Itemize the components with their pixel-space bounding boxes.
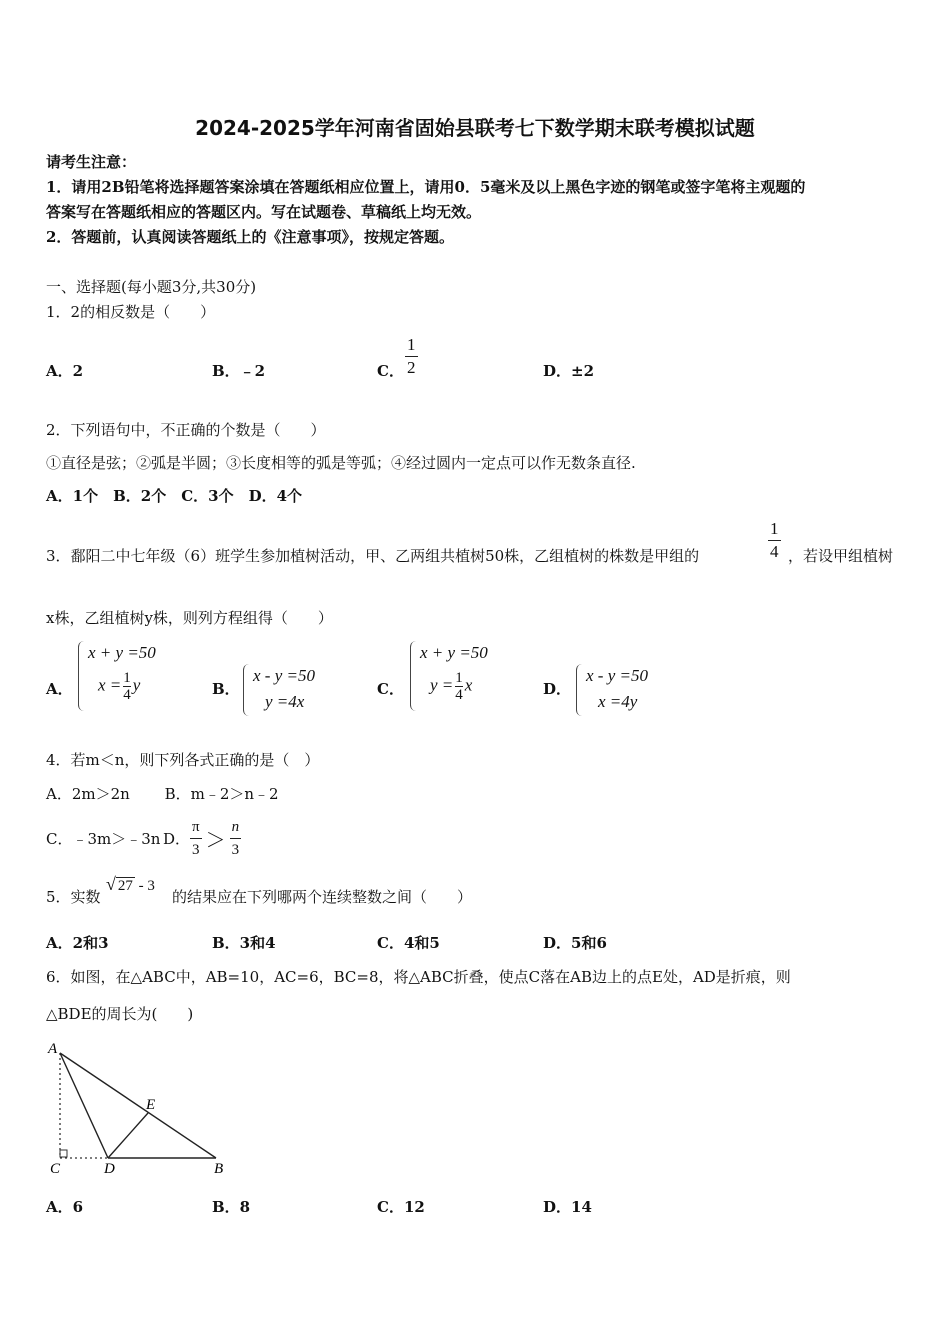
q5-option-a[interactable]: A．2和3 (46, 934, 109, 952)
q3-stem-2: x株，乙组植树y株，则列方程组得（ ） (46, 609, 333, 627)
q3-option-b[interactable]: B． (212, 680, 240, 698)
q4-d-left-den: 3 (192, 842, 200, 858)
q1-option-d[interactable]: D．±2 (543, 362, 595, 380)
q3-fraction (768, 520, 781, 561)
q6-option-b[interactable]: B．8 (212, 1198, 251, 1216)
q4-option-c[interactable]: C．﹣3m＞﹣3n (46, 830, 161, 848)
q6-stem-2: △BDE的周长为( ) (46, 1005, 194, 1023)
q5-option-b[interactable]: B．3和4 (212, 934, 276, 952)
q3-c-eq2-pre: y = (430, 675, 454, 695)
q3-option-a[interactable]: A． (46, 680, 73, 698)
notice-line-1b: 答案写在答题纸相应的答题区内。写在试题卷、草稿纸上均无效。 (46, 203, 482, 221)
q1-option-c-fraction (405, 336, 418, 377)
q5-minus: - 3 (138, 878, 155, 894)
segment-de (108, 1113, 148, 1158)
q4-d-right-den: 3 (231, 842, 240, 858)
q2-stem: 2．下列语句中，不正确的个数是（ ） (46, 421, 326, 439)
q3-a-system (78, 641, 188, 717)
q1-option-c[interactable]: C． (377, 362, 404, 380)
q2-text: ①直径是弦；②弧是半圆；③长度相等的弧是等弧；④经过圆内一定点可以作无数条直径. (46, 454, 636, 472)
q5-radical: √ 27 - 3 (106, 874, 155, 894)
q5-option-c[interactable]: C．4和5 (377, 934, 440, 952)
label-c: C (50, 1161, 61, 1177)
section-heading: 一、选择题(每小题3分,共30分) (46, 278, 257, 296)
q3-frac-num: 1 (770, 519, 779, 538)
q3-option-d[interactable]: D． (543, 680, 572, 698)
q3-frac-den: 4 (770, 542, 779, 561)
q3-c-eq2-post: x (464, 675, 473, 695)
q4-stem: 4．若m＜n，则下列各式正确的是（ ） (46, 751, 320, 769)
q3-c-eq2: y = $\frac{1}{4}$ x (430, 670, 473, 703)
q1-stem: 1．2的相反数是（ ） (46, 303, 216, 321)
q3-a-eq1: x + y =50 (88, 643, 156, 662)
q3-b-eq2: y =4x (265, 692, 305, 711)
q3-d-eq1: x - y =50 (586, 666, 648, 685)
q3-c-eq1: x + y =50 (420, 643, 488, 662)
q3-b-system (243, 664, 353, 718)
q6-option-c[interactable]: C．12 (377, 1198, 425, 1216)
label-a: A (48, 1041, 58, 1057)
label-e: E (146, 1097, 156, 1113)
notice-heading: 请考生注意： (46, 153, 137, 171)
triangle-figure (40, 1035, 240, 1180)
q1-c-num: 1 (407, 335, 416, 354)
q2-options[interactable]: A．1个 B．2个 C．3个 D．4个 (46, 487, 303, 505)
q3-b-eq1: x - y =50 (253, 666, 315, 685)
q4-option-d-expr (190, 818, 241, 859)
q5-option-d[interactable]: D．5和6 (543, 934, 607, 952)
q5-stem-post: 的结果应在下列哪两个连续整数之间（ ） (172, 888, 473, 906)
q3-a-eq2-pre: x = (98, 675, 122, 695)
q3-c-system (410, 641, 520, 717)
q3-stem-post: ，若设甲组植树 (788, 547, 894, 565)
right-angle-mark (60, 1150, 67, 1157)
q6-option-d[interactable]: D．14 (543, 1198, 592, 1216)
q4-option-d-label[interactable]: D． (163, 830, 191, 848)
q3-option-c[interactable]: C． (377, 680, 404, 698)
q3-d-system (576, 664, 686, 718)
q6-stem: 6．如图，在△ABC中，AB=10，AC=6，BC=8，将△ABC折叠，使点C落在AB边上的点E处，AD是折痕，则 (46, 968, 791, 986)
q4-d-left-num: π (192, 819, 200, 835)
q3-stem-pre: 3．鄱阳二中七年级（6）班学生参加植树活动，甲、乙两组共植树50株，乙组植树的株数是甲组的 (46, 547, 700, 565)
q5-stem-pre: 5．实数 (46, 888, 101, 906)
q1-option-b[interactable]: B．﹣2 (212, 362, 266, 380)
q3-a-eq2: x = $\frac{1}{4}$ y (98, 670, 141, 703)
q1-option-a[interactable]: A．2 (46, 362, 84, 380)
q4-options-ab[interactable]: A．2m＞2n B．m﹣2＞n﹣2 (46, 785, 279, 803)
notice-line-2: 2．答题前，认真阅读答题纸上的《注意事项》，按规定答题。 (46, 228, 454, 246)
q5-radicand: 27 (117, 878, 133, 894)
q6-option-a[interactable]: A．6 (46, 1198, 84, 1216)
notice-line-1: 1．请用2B铅笔将选择题答案涂填在答题纸相应位置上，请用0．5毫米及以上黑色字迹的钢笔或签字笔将主观题的 (46, 178, 806, 196)
q4-d-right-num: n (231, 819, 240, 835)
label-b: B (214, 1161, 224, 1177)
page-title: 2024-2025学年河南省固始县联考七下数学期末联考模拟试题 (195, 116, 755, 140)
q4-d-gt: ＞ (205, 828, 226, 852)
label-d: D (104, 1161, 115, 1177)
q3-a-eq2-post: y (132, 675, 141, 695)
q3-d-eq2: x =4y (598, 692, 638, 711)
q1-c-den: 2 (407, 358, 416, 377)
